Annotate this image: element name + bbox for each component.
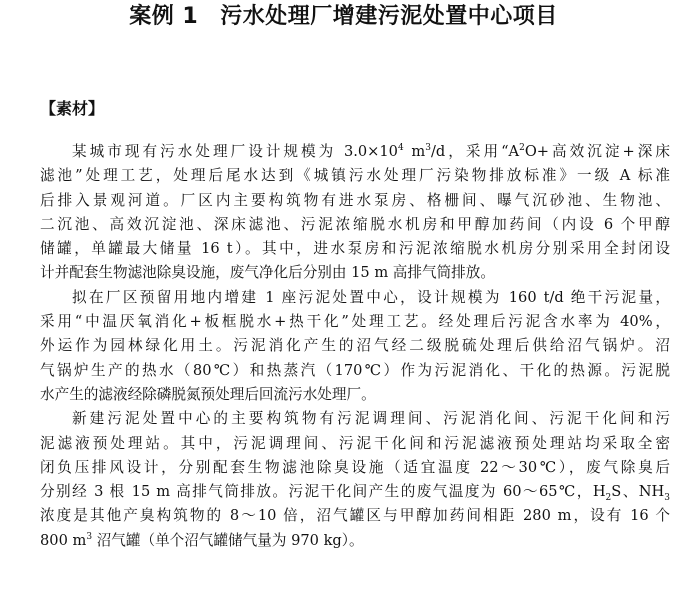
title-case-number: 案例 1 <box>129 4 199 29</box>
text-line: 某城市现有污水处理厂设计规模为 $3.0\times 10^4$ $m^3/d$，采用“$A^2O+$高效沉淀+深床 <box>72 143 671 160</box>
text-line: 滤池”处理工艺，处理后尾水达到《城镇污水处理厂污染物排放标准》一级 A 标准 <box>40 167 670 185</box>
text-line: 采用“中温厌氧消化+板框脱水+热干化”处理工艺。经处理后污泥含水率为 40%， <box>40 313 670 331</box>
paragraph-3 <box>40 407 670 553</box>
paragraph-1 <box>40 140 670 286</box>
text-line: 新建污泥处置中心的主要构筑物有污泥调理间、污泥消化间、污泥干化间和污 <box>72 410 670 428</box>
text-line: 后排入景观河道。厂区内主要构筑物有进水泵房、格栅间、曝气沉砂池、生物池、 <box>40 191 670 209</box>
text-line: 水产生的滤液经除磷脱氮预处理后回流污水处理厂。 <box>40 385 376 403</box>
text-line: 分别经 3 根 15 m 高排气筒排放。污泥干化间产生的废气温度为 60～65℃，$H_2S$、$NH_3$ <box>40 483 670 504</box>
text-line: 计并配套生物滤池除臭设施，废气净化后分别由 15 m 高排气筒排放。 <box>40 264 495 282</box>
title-text: 污水处理厂增建污泥处置中心项目 <box>220 4 558 29</box>
text-line: 800 $m^3$ 沼气罐（单个沼气罐储气量为 970 kg）。 <box>40 531 364 549</box>
text-line: 拟在厂区预留用地内增建 1 座污泥处置中心，设计规模为 160 t/d 绝干污泥量， <box>72 288 670 306</box>
text-line: 气锅炉生产的热水（80℃）和热蒸汽（170℃）作为污泥消化、干化的热源。污泥脱 <box>40 361 670 379</box>
text-line: 浓度是其他产臭构筑物的 8～10 倍，沼气罐区与甲醇加药间相距 280 m，设有 16 个 <box>40 507 670 525</box>
section-heading: 【素材】 <box>40 99 105 118</box>
text-line: 二沉池、高效沉淀池、深床滤池、污泥浓缩脱水机房和甲醇加药间（内设 6 个甲醇 <box>40 215 670 233</box>
text-line: 闭负压排风设计，分别配套生物滤池除臭设施（适宜温度 22～30℃），废气除臭后 <box>40 458 670 476</box>
text-line: 储罐，单罐最大储量 16 t）。其中，进水泵房和污泥浓缩脱水机房分别采用全封闭设 <box>40 240 670 258</box>
document-body <box>40 140 670 553</box>
text-line: 外运作为园林绿化用土。污泥消化产生的沼气经二级脱硫处理后供给沼气锅炉。沼 <box>40 337 670 355</box>
page-title <box>0 2 687 32</box>
paragraph-2 <box>40 286 670 407</box>
text-line: 泥滤液预处理站。其中，污泥调理间、污泥干化间和污泥滤液预处理站均采取全密 <box>40 434 670 452</box>
